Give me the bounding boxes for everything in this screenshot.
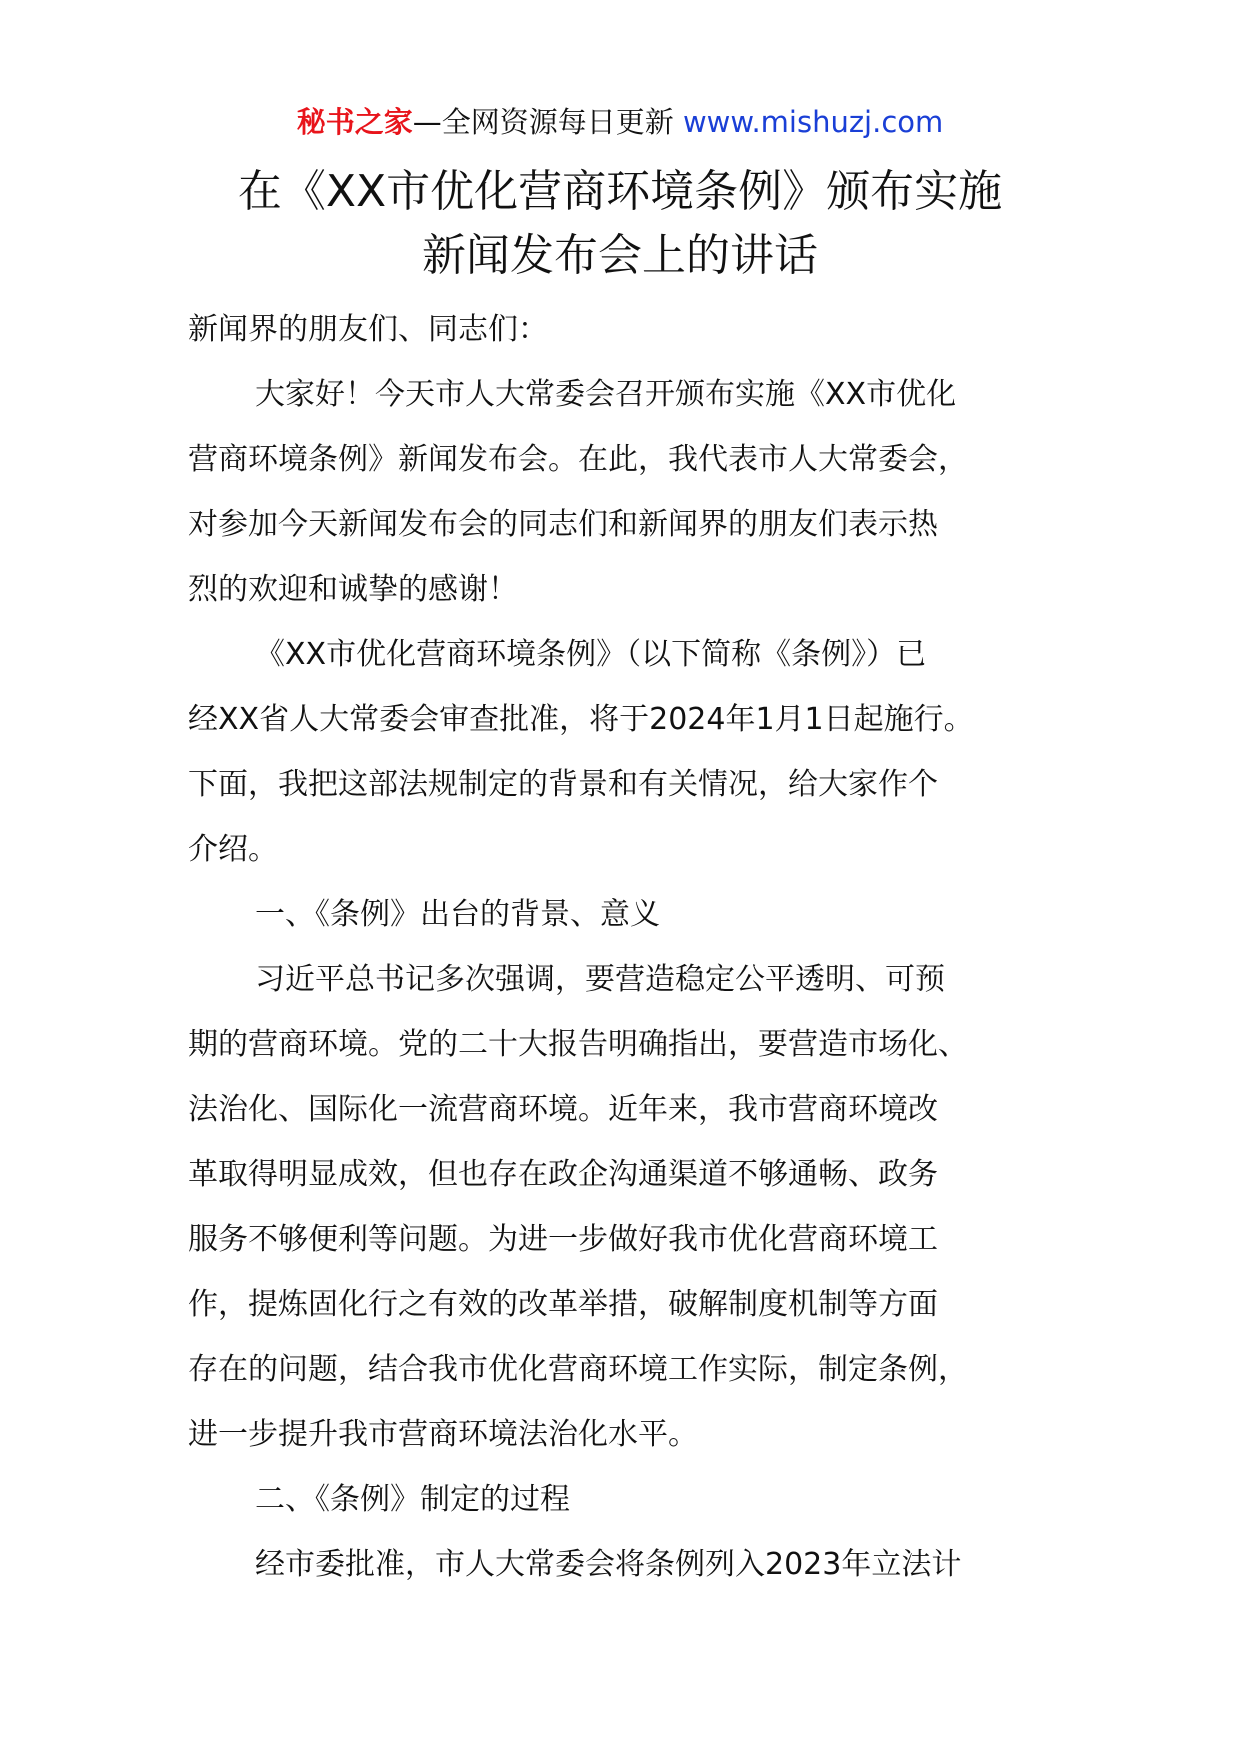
paragraph-line: 革取得明显成效，但也存在政企沟通渠道不够通畅、政务: [188, 1157, 938, 1192]
paragraph-line: 对参加今天新闻发布会的同志们和新闻界的朋友们表示热: [188, 507, 938, 542]
paragraph-line: 烈的欢迎和诚挚的感谢！: [188, 572, 518, 607]
brand-name: 秘书之家: [296, 105, 413, 139]
paragraph-line: 经市委批准，市人大常委会将条例列入2023年立法计: [255, 1547, 962, 1582]
paragraph-line: 作，提炼固化行之有效的改革举措，破解制度机制等方面: [188, 1287, 938, 1322]
site-header: [0, 102, 1240, 142]
document-title: [0, 160, 1240, 288]
paragraph-line: 营商环境条例》新闻发布会。在此，我代表市人大常委会，: [188, 442, 968, 477]
section-heading-2: 二、《条例》制定的过程: [255, 1482, 570, 1517]
paragraph-line: 存在的问题，结合我市优化营商环境工作实际，制定条例，: [188, 1352, 968, 1387]
site-url-link[interactable]: www.mishuzj.com: [682, 105, 944, 139]
paragraph-line: 法治化、国际化一流营商环境。近年来，我市营商环境改: [188, 1092, 938, 1127]
paragraph-line: 进一步提升我市营商环境法治化水平。: [188, 1417, 698, 1452]
salutation: 新闻界的朋友们、同志们：: [188, 312, 548, 347]
paragraph-line: 期的营商环境。党的二十大报告明确指出，要营造市场化、: [188, 1027, 968, 1062]
paragraph-line: 《XX市优化营商环境条例》（以下简称《条例》）已: [255, 637, 927, 672]
title-line-2: 新闻发布会上的讲话: [422, 230, 818, 281]
paragraph-line: 经XX省人大常委会审查批准，将于2024年1月1日起施行。: [188, 702, 974, 737]
paragraph-line: 介绍。: [188, 832, 278, 867]
paragraph-line: 习近平总书记多次强调，要营造稳定公平透明、可预: [255, 962, 945, 997]
document-body: [188, 297, 1068, 1597]
header-tagline: —全网资源每日更新: [412, 105, 683, 139]
paragraph-line: 下面，我把这部法规制定的背景和有关情况，给大家作个: [188, 767, 938, 802]
paragraph-line: 服务不够便利等问题。为进一步做好我市优化营商环境工: [188, 1222, 938, 1257]
paragraph-line: 大家好！今天市人大常委会召开颁布实施《XX市优化: [255, 377, 957, 412]
section-heading-1: 一、《条例》出台的背景、意义: [255, 897, 660, 932]
title-line-1: 在《XX市优化营商环境条例》颁布实施: [237, 166, 1003, 217]
